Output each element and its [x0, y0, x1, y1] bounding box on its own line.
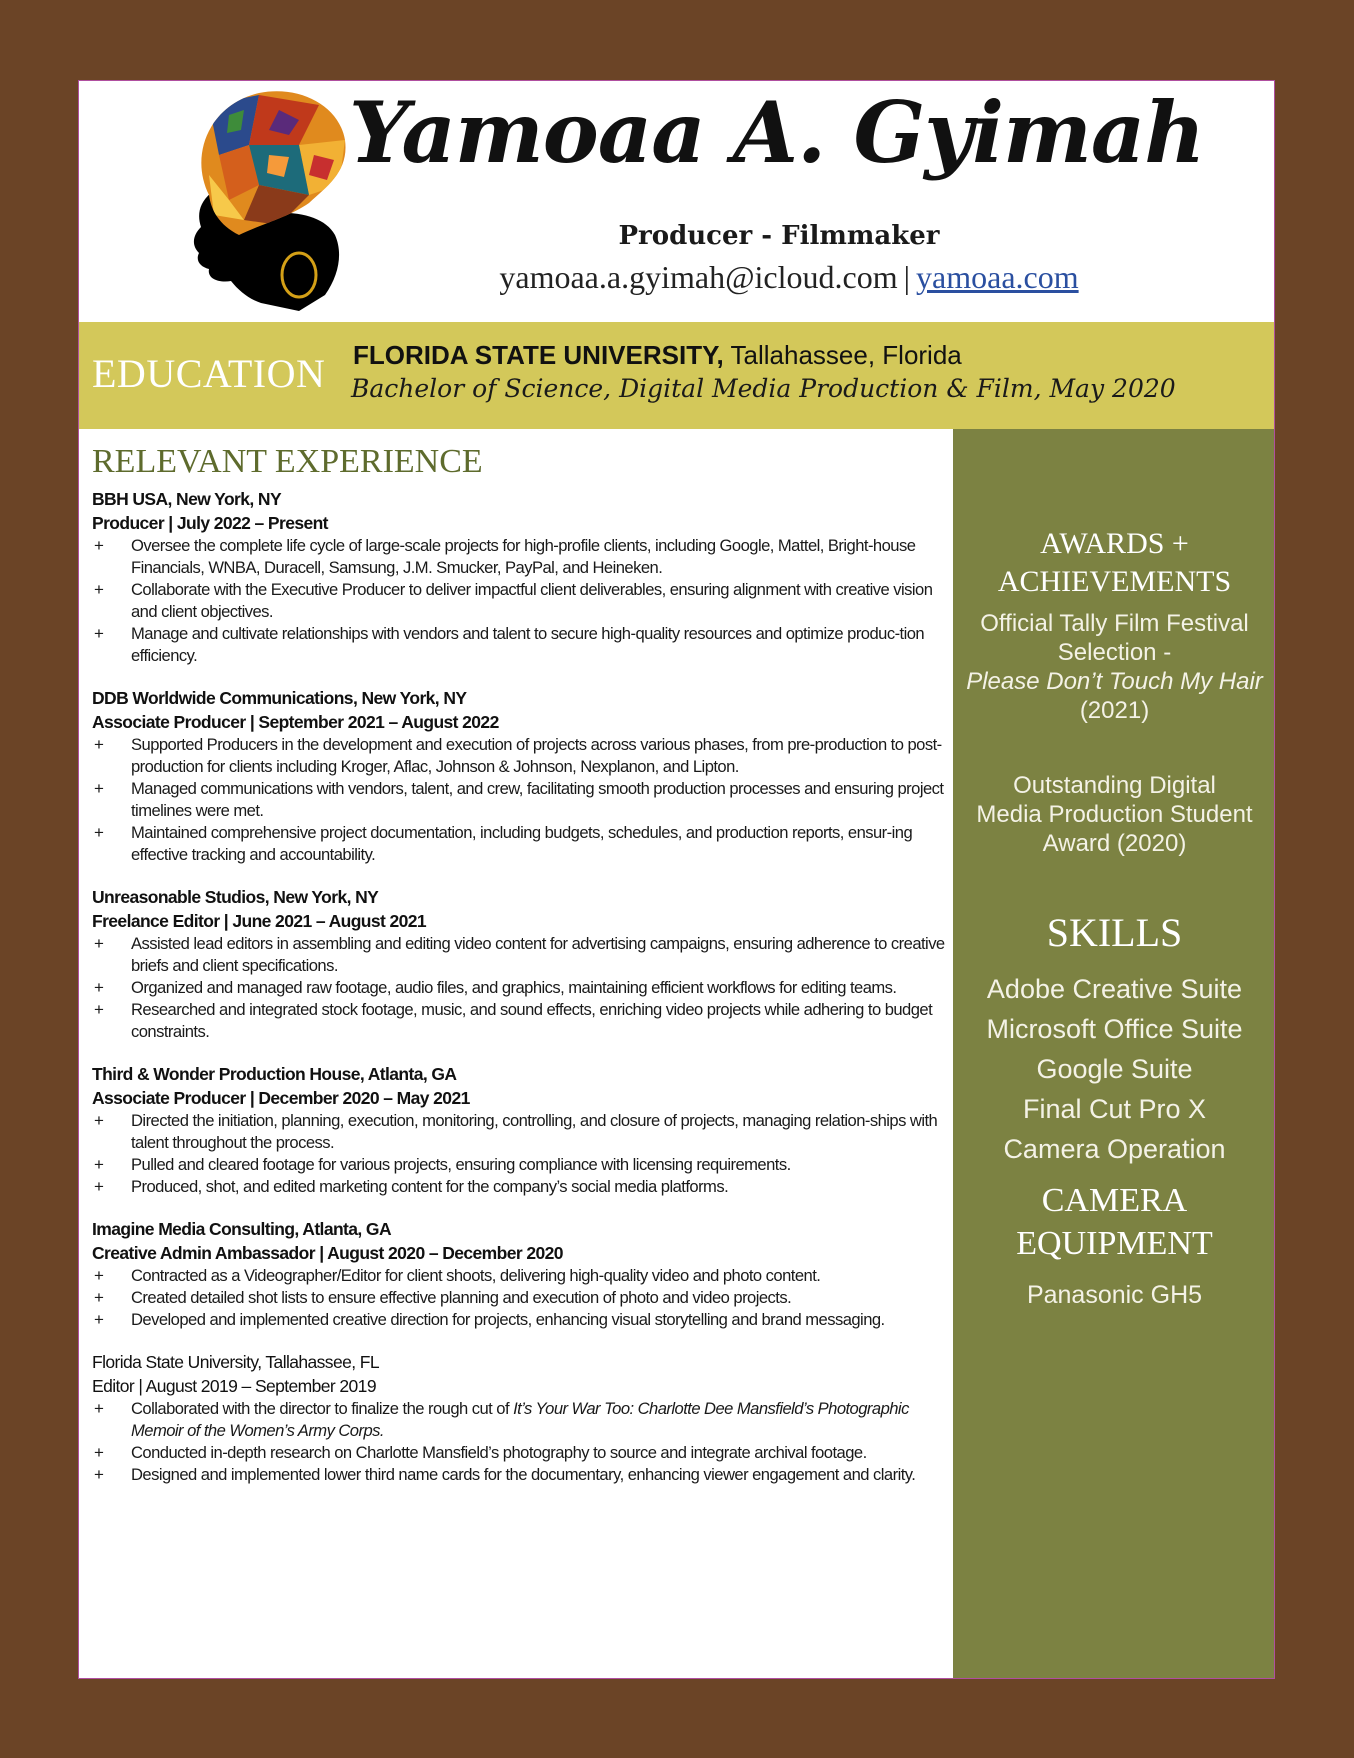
job-bullet: + Managed communications with vendors, talent, and crew, facilitating smooth production processes and ensuring project timelines were met.: [94, 779, 944, 820]
awards-heading-line: AWARDS +: [1040, 527, 1189, 560]
school-location: Tallahassee, Florida: [723, 340, 962, 370]
candidate-title: Producer - Filmmaker: [618, 221, 940, 251]
plus-icon: +: [94, 823, 104, 842]
job-bullet: + Designed and implemented lower third name cards for the documentary, enhancing viewer engagement and clarity.: [94, 1465, 916, 1484]
job-bullet: + Collaborated with the director to finalize the rough cut of It’s Your War Too: Charlotte Dee Mansfield’s Photographic Memoir of the Women’s Army Corps.: [94, 1399, 909, 1440]
plus-icon: +: [94, 1310, 104, 1329]
plus-icon: +: [94, 580, 104, 599]
job-role: Creative Admin Ambassador | August 2020 – December 2020: [92, 1243, 563, 1263]
education-degree: Bachelor of Science, Digital Media Production & Film, May 2020: [351, 374, 1176, 403]
camera-item: Panasonic GH5: [1026, 1281, 1203, 1309]
plus-icon: +: [94, 934, 104, 953]
job-entry: [92, 1217, 952, 1331]
job-bullets: [92, 1110, 952, 1198]
education-school: [353, 340, 962, 371]
education-band: [79, 322, 1274, 429]
award-year: (2021): [1079, 697, 1150, 724]
job-role: Associate Producer | September 2021 – August 2022: [92, 712, 499, 732]
candidate-name: Yamoaa A. Gyimah: [349, 83, 1205, 182]
job-bullet: + Directed the initiation, planning, execution, monitoring, controlling, and closure of projects, managing relation-ships with talent throughout the process.: [94, 1111, 938, 1152]
job-bullet: + Manage and cultivate relationships with vendors and talent to secure high-quality resources and optimize produc-tion efficiency.: [94, 624, 925, 665]
camera-heading-line: CAMERA: [1041, 1182, 1188, 1219]
job-bullet: + Maintained comprehensive project documentation, including budgets, schedules, and production reports, ensur-ing effective tracking and accountability.: [94, 823, 913, 864]
experience-section: [92, 443, 952, 1505]
job-role: Associate Producer | December 2020 – May 2021: [92, 1088, 470, 1108]
job-bullet: + Produced, shot, and edited marketing content for the company’s social media platforms.: [94, 1177, 729, 1196]
plus-icon: +: [94, 1177, 104, 1196]
resume-page: [78, 80, 1275, 1679]
job-bullet: + Collaborate with the Executive Producer to deliver impactful client deliverables, ensuring alignment with creative vision and client objectives.: [94, 580, 933, 621]
award-text: Award (2020): [1042, 830, 1187, 857]
plus-icon: +: [94, 779, 104, 798]
education-label: EDUCATION: [92, 351, 326, 396]
contact-separator: |: [903, 259, 911, 295]
award-text: Selection -: [1057, 639, 1172, 666]
plus-icon: +: [94, 1155, 104, 1174]
job-bullet: + Organized and managed raw footage, audio files, and graphics, maintaining efficient workflows for editing teams.: [94, 978, 897, 997]
job-bullets: [92, 933, 952, 1043]
plus-icon: +: [94, 735, 104, 754]
experience-heading: RELEVANT EXPERIENCE: [92, 443, 483, 480]
plus-icon: +: [94, 536, 104, 555]
job-bullets: [92, 734, 952, 866]
plus-icon: +: [94, 624, 104, 643]
award-text: Outstanding Digital: [1013, 772, 1216, 799]
awards-heading: [953, 525, 1275, 601]
job-entry: [92, 885, 952, 1043]
job-bullet: + Created detailed shot lists to ensure effective planning and execution of photo and video projects.: [94, 1288, 792, 1307]
head-wrap-silhouette-icon: [149, 85, 349, 311]
website-link[interactable]: yamoaa.com: [916, 259, 1079, 295]
plus-icon: +: [94, 1266, 104, 1285]
job-company: Third & Wonder Production House, Atlanta, GA: [92, 1064, 457, 1084]
film-title: It’s Your War Too: Charlotte Dee Mansfield’s Photographic Memoir of the Women’s Army Corps.: [131, 1399, 909, 1440]
job-entry: [92, 686, 952, 866]
job-role: Producer | July 2022 – Present: [92, 513, 328, 533]
plus-icon: +: [94, 1443, 104, 1462]
award-text: Media Production Student: [976, 801, 1253, 828]
job-company: Imagine Media Consulting, Atlanta, GA: [92, 1219, 391, 1239]
plus-icon: +: [94, 1111, 104, 1130]
job-company: Unreasonable Studios, New York, NY: [92, 887, 379, 907]
job-bullet: + Assisted lead editors in assembling and editing video content for advertising campaigns, ensuring adherence to creative briefs and client specifications.: [94, 934, 945, 975]
job-bullet: + Conducted in-depth research on Charlotte Mansfield’s photography to source and integrate archival footage.: [94, 1443, 867, 1462]
job-bullet: + Developed and implemented creative direction for projects, enhancing visual storytelling and brand messaging.: [94, 1310, 885, 1329]
job-bullet: + Pulled and cleared footage for various projects, ensuring compliance with licensing requirements.: [94, 1155, 791, 1174]
job-role: Editor | August 2019 – September 2019: [92, 1376, 376, 1396]
job-bullets: [92, 535, 952, 667]
resume-header: [79, 81, 1274, 322]
skills-heading: SKILLS: [1046, 910, 1183, 955]
sidebar: [953, 429, 1275, 1679]
skill-item: Camera Operation: [1003, 1134, 1226, 1164]
contact-line: [439, 259, 1139, 296]
plus-icon: +: [94, 1399, 104, 1418]
award-text: Official Tally Film Festival: [980, 610, 1249, 637]
job-bullets: [92, 1398, 952, 1486]
skill-item: Google Suite: [1036, 1054, 1193, 1084]
job-company: BBH USA, New York, NY: [92, 489, 282, 509]
plus-icon: +: [94, 1288, 104, 1307]
plus-icon: +: [94, 1465, 104, 1484]
job-company: DDB Worldwide Communications, New York, NY: [92, 688, 467, 708]
skill-item: Adobe Creative Suite: [986, 974, 1243, 1004]
award-item: [953, 771, 1275, 858]
awards-heading-line: ACHIEVEMENTS: [997, 565, 1232, 598]
plus-icon: +: [94, 978, 104, 997]
job-entry: [92, 1350, 952, 1486]
skills-list: [953, 969, 1275, 1169]
job-entry: [92, 1062, 952, 1198]
skill-item: Final Cut Pro X: [1022, 1094, 1207, 1124]
job-bullet: + Contracted as a Videographer/Editor for client shoots, delivering high-quality video and photo content.: [94, 1266, 821, 1285]
email-text: yamoaa.a.gyimah@icloud.com: [499, 259, 898, 295]
school-name: FLORIDA STATE UNIVERSITY,: [353, 340, 724, 370]
award-item: [953, 609, 1275, 725]
job-company: Florida State University, Tallahassee, FL: [92, 1352, 379, 1372]
job-bullet: + Oversee the complete life cycle of large-scale projects for high-profile clients, including Google, Mattel, Bright-house Financials, WNBA, Duracell, Samsung, J.M. Smucker, PayPal, and Heineken.: [94, 536, 916, 577]
award-film-title: Please Don’t Touch My Hair: [966, 668, 1263, 695]
job-role: Freelance Editor | June 2021 – August 2021: [92, 911, 427, 931]
job-entry: [92, 487, 952, 667]
job-bullet: + Researched and integrated stock footage, music, and sound effects, enriching video projects while adhering to budget constraints.: [94, 1000, 933, 1041]
job-bullets: [92, 1265, 952, 1331]
job-bullet: + Supported Producers in the development and execution of projects across various phases, from pre-production to post-production for clients including Kroger, Aflac, Johnson & Johnson, Nexplanon, and Lipton.: [94, 735, 942, 776]
camera-heading: [953, 1179, 1275, 1265]
camera-heading-line: EQUIPMENT: [1016, 1225, 1213, 1262]
plus-icon: +: [94, 1000, 104, 1019]
skill-item: Microsoft Office Suite: [986, 1014, 1243, 1044]
